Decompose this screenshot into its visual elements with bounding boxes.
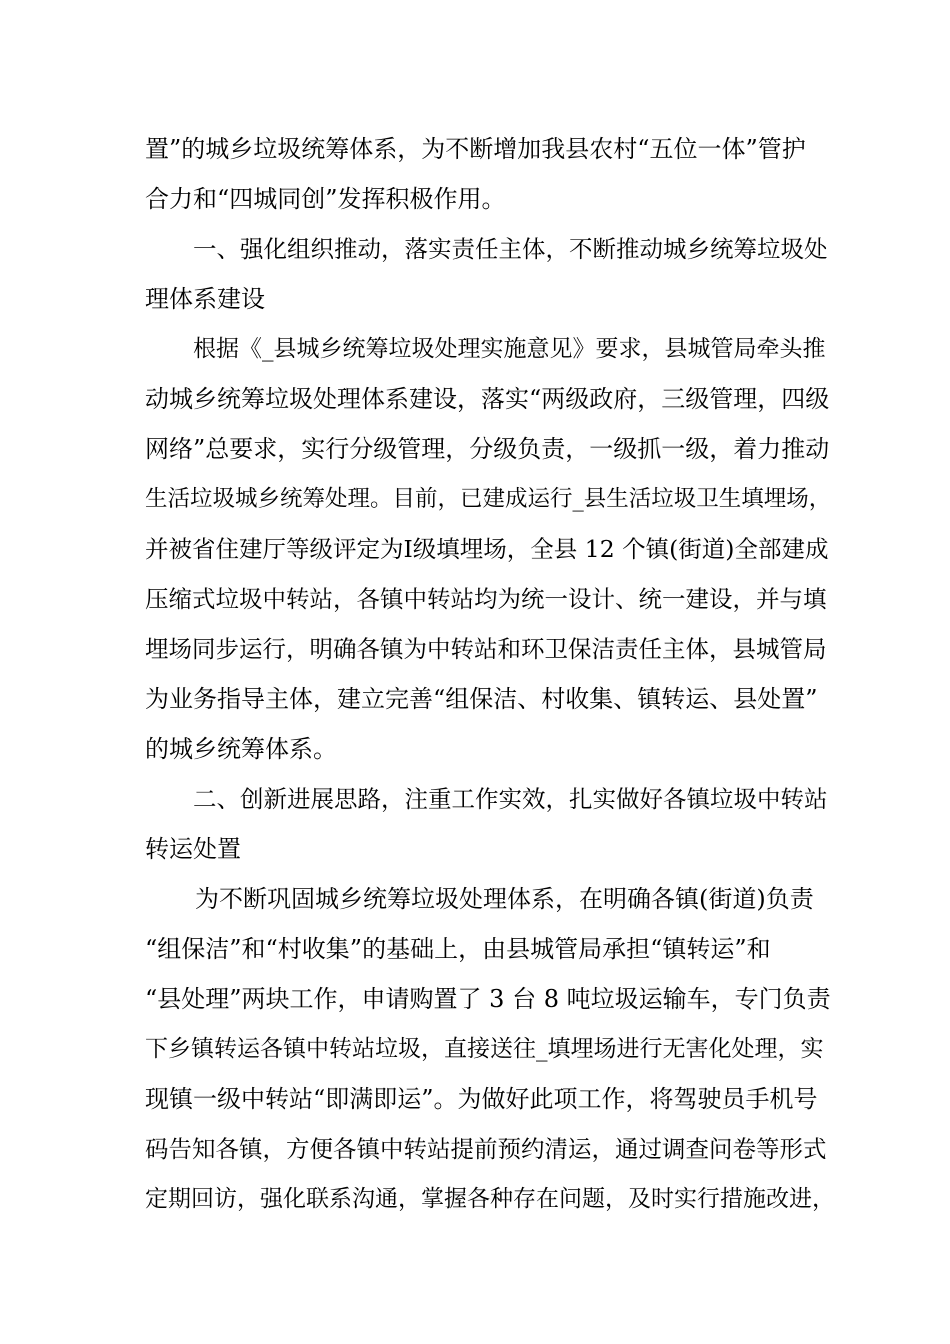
section-heading-line: 二、创新进展思路，注重工作实效，扎实做好各镇垃圾中转站 xyxy=(193,785,828,813)
paragraph-line: 合力和“四城同创”发挥积极作用。 xyxy=(145,185,506,213)
paragraph-line: 码告知各镇，方便各镇中转站提前预约清运，通过调查问卷等形式 xyxy=(145,1135,827,1163)
paragraph-line: 生活垃圾城乡统筹处理。目前，已建成运行_县生活垃圾卫生填埋场， xyxy=(145,486,832,512)
section-heading-line: 理体系建设 xyxy=(145,285,265,313)
paragraph-line: 置”的城乡垃圾统筹体系，为不断增加我县农村“五位一体”管护 xyxy=(145,135,806,163)
paragraph-line: 埋场同步运行，明确各镇为中转站和环卫保洁责任主体，县城管局 xyxy=(145,635,827,663)
paragraph-line: 网络”总要求，实行分级管理，分级负责，一级抓一级，着力推动 xyxy=(145,435,830,463)
paragraph-line: “组保洁”和“村收集”的基础上，由县城管局承担“镇转运”和 xyxy=(145,935,771,963)
paragraph-line: 为不断巩固城乡统筹垃圾处理体系，在明确各镇(街道)负责 xyxy=(195,885,814,913)
paragraph-line: 现镇一级中转站“即满即运”。为做好此项工作，将驾驶员手机号 xyxy=(145,1085,818,1113)
paragraph-line: 并被省住建厅等级评定为Ⅰ级填埋场，全县 12 个镇(街道)全部建成 xyxy=(145,535,829,563)
paragraph-line: “县处理”两块工作，申请购置了 3 台 8 吨垃圾运输车，专门负责 xyxy=(145,985,831,1013)
paragraph-line: 下乡镇转运各镇中转站垃圾，直接送往_填埋场进行无害化处理，实 xyxy=(145,1036,824,1062)
section-heading-line: 一、强化组织推动，落实责任主体，不断推动城乡统筹垃圾处 xyxy=(193,235,828,263)
section-heading-line: 转运处置 xyxy=(145,835,241,863)
paragraph-line: 为业务指导主体，建立完善“组保洁、村收集、镇转运、县处置” xyxy=(145,685,818,713)
paragraph-line: 定期回访，强化联系沟通，掌握各种存在问题，及时实行措施改进， xyxy=(145,1186,835,1212)
paragraph-line: 的城乡统筹体系。 xyxy=(145,735,337,763)
paragraph-line: 压缩式垃圾中转站，各镇中转站均为统一设计、统一建设，并与填 xyxy=(145,585,827,613)
paragraph-line: 动城乡统筹垃圾处理体系建设，落实“两级政府，三级管理，四级 xyxy=(145,385,830,413)
paragraph-line: 根据《_县城乡统筹垃圾处理实施意见》要求，县城管局牵头推 xyxy=(193,336,826,362)
